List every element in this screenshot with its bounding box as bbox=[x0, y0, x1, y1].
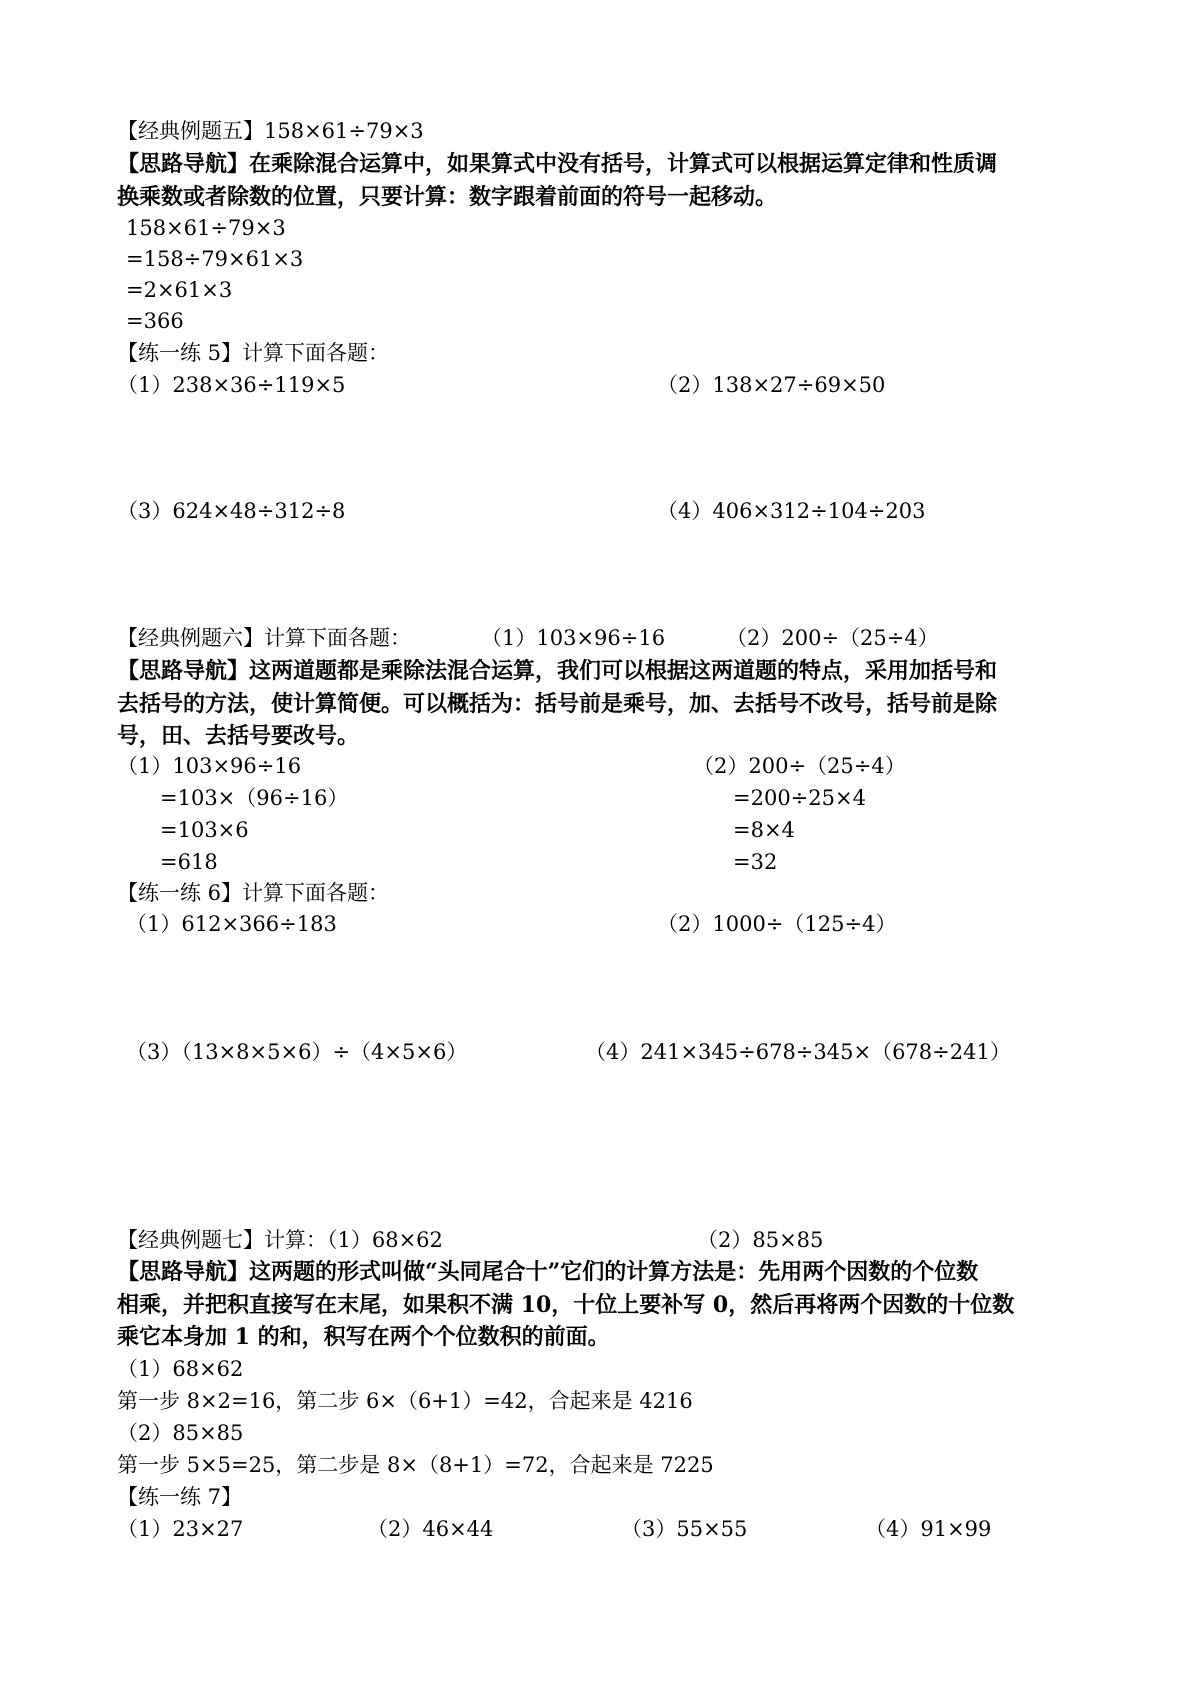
example7-q2: （2）85×85 bbox=[117, 1421, 244, 1445]
example7-title: 【经典例题七】计算：（1）68×62 bbox=[117, 1228, 443, 1252]
example5-nav-line1: 【思路导航】在乘除混合运算中，如果算式中没有括号，计算式可以根据运算定律和性质调 bbox=[117, 151, 998, 177]
example6-right-step: =200÷25×4 bbox=[733, 786, 866, 810]
example7-title-q2: （2）85×85 bbox=[697, 1228, 824, 1252]
example7-q1: （1）68×62 bbox=[117, 1357, 244, 1381]
example6-left-step: （1）103×96÷16 bbox=[117, 754, 302, 778]
example6-right-step: =32 bbox=[733, 850, 778, 874]
practice5-title: 【练一练 5】计算下面各题： bbox=[117, 341, 390, 365]
example6-right-step: =8×4 bbox=[733, 818, 795, 842]
practice7-q3: （3）55×55 bbox=[621, 1517, 748, 1541]
practice6-q1: （1）612×366÷183 bbox=[126, 912, 337, 936]
example5-nav-line2: 换乘数或者除数的位置，只要计算：数字跟着前面的符号一起移动。 bbox=[117, 184, 778, 210]
practice6-title: 【练一练 6】计算下面各题： bbox=[117, 881, 390, 905]
practice7-q4: （4）91×99 bbox=[865, 1517, 992, 1541]
example6-nav-line1: 【思路导航】这两道题都是乘除法混合运算，我们可以根据这两道题的特点，采用加括号和 bbox=[117, 658, 998, 684]
practice5-q1: （1）238×36÷119×5 bbox=[117, 373, 346, 397]
example7-nav-line2: 相乘，并把积直接写在末尾，如果积不满 10，十位上要补写 0，然后再将两个因数的十位数 bbox=[117, 1292, 1015, 1318]
example7-nav-line3: 乘它本身加 1 的和，积写在两个个位数积的前面。 bbox=[117, 1324, 610, 1350]
example6-title-q1: （1）103×96÷16 bbox=[481, 626, 666, 650]
example7-q1-solution: 第一步 8×2=16，第二步 6×（6+1）=42，合起来是 4216 bbox=[117, 1389, 693, 1413]
example6-right-step: （2）200÷（25÷4） bbox=[693, 754, 906, 778]
example5-title: 【经典例题五】158×61÷79×3 bbox=[117, 119, 424, 143]
practice6-q4: （4）241×345÷678÷345×（678÷241） bbox=[585, 1040, 1011, 1064]
practice5-q3: （3）624×48÷312÷8 bbox=[117, 499, 346, 523]
example6-left-step: =103×（96÷16） bbox=[160, 786, 349, 810]
example5-step: =158÷79×61×3 bbox=[126, 247, 304, 271]
practice6-q3: （3）（13×8×5×6）÷（4×5×6） bbox=[126, 1040, 468, 1064]
example6-left-step: =103×6 bbox=[160, 818, 249, 842]
example5-step: =2×61×3 bbox=[126, 278, 233, 302]
practice5-q2: （2）138×27÷69×50 bbox=[657, 373, 886, 397]
practice7-q1: （1）23×27 bbox=[117, 1517, 244, 1541]
example6-nav-line3: 号，田、去括号要改号。 bbox=[117, 723, 360, 749]
example5-step: =366 bbox=[126, 309, 184, 333]
example6-nav-line2: 去括号的方法，使计算简便。可以概括为：括号前是乘号，加、去括号不改号，括号前是除 bbox=[117, 691, 998, 717]
example7-nav-line1: 【思路导航】这两题的形式叫做“头同尾合十”它们的计算方法是：先用两个因数的个位数 bbox=[117, 1259, 979, 1285]
practice7-title: 【练一练 7】 bbox=[117, 1485, 243, 1509]
example6-title-q2: （2）200÷（25÷4） bbox=[726, 626, 939, 650]
example6-left-step: =618 bbox=[160, 850, 218, 874]
example7-q2-solution: 第一步 5×5=25，第二步是 8×（8+1）=72，合起来是 7225 bbox=[117, 1453, 714, 1477]
practice5-q4: （4）406×312÷104÷203 bbox=[657, 499, 926, 523]
example6-title: 【经典例题六】计算下面各题： bbox=[117, 626, 411, 650]
practice7-q2: （2）46×44 bbox=[367, 1517, 494, 1541]
practice6-q2: （2）1000÷（125÷4） bbox=[657, 912, 897, 936]
example5-step: 158×61÷79×3 bbox=[126, 216, 286, 240]
